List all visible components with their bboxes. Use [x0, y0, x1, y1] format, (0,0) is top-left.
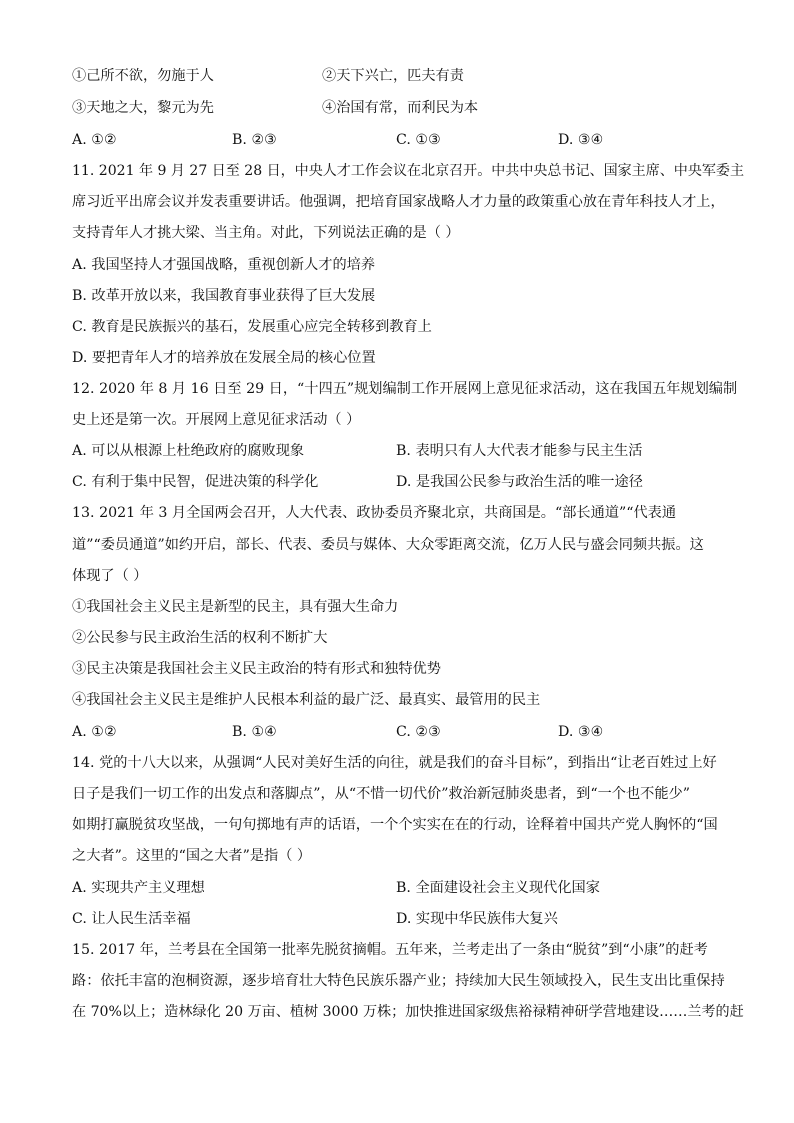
q11-option-c: C. 教育是民族振兴的基石，发展重心应完全转移到教育上 — [72, 319, 432, 335]
q13-statement-2: ②公民参与民主政治生活的权利不断扩大 — [72, 630, 328, 646]
q12-stem-line-1: 12. 2020 年 8 月 16 日至 29 日，“十四五”规划编制工作开展网上意见征求活动，这在我国五年规划编制 — [72, 381, 738, 397]
q10-option-c: C. ①③ — [396, 132, 441, 148]
q10-option-b: B. ②③ — [232, 132, 277, 148]
q13-option-b: B. ①④ — [232, 724, 277, 740]
q14-option-b: B. 全面建设社会主义现代化国家 — [396, 880, 600, 896]
q13-option-c: C. ②③ — [396, 724, 441, 740]
q13-statement-1: ①我国社会主义民主是新型的民主，具有强大生命力 — [72, 599, 399, 615]
q14-stem-line-2: 日子是我们一切工作的出发点和落脚点”，从“不惜一切代价”救治新冠肺炎患者，到“一个也不能少” — [72, 786, 690, 802]
q13-option-a: A. ①② — [72, 724, 117, 740]
q10-statement-2: ②天下兴亡，匹夫有责 — [322, 68, 464, 84]
q10-statement-1: ①己所不欲，勿施于人 — [72, 68, 214, 84]
q11-stem-line-2: 席习近平出席会议并发表重要讲话。他强调，把培育国家战略人才力量的政策重心放在青年科技人才上， — [72, 194, 725, 210]
q14-stem-line-1: 14. 党的十八大以来，从强调“人民对美好生活的向往，就是我们的奋斗目标”，到指出“让老百姓过上好 — [72, 755, 717, 771]
q13-stem-line-3: 体现了（ ） — [72, 568, 148, 584]
q12-stem-line-2: 史上还是第一次。开展网上意见征求活动（ ） — [72, 412, 361, 428]
q10-option-a: A. ①② — [72, 132, 117, 148]
q13-statement-3: ③民主决策是我国社会主义民主政治的特有形式和独特优势 — [72, 661, 441, 677]
q15-stem-line-2: 路：依托丰富的泡桐资源，逐步培育壮大特色民族乐器产业；持续加大民生领域投入，民生支出比重保持 — [72, 973, 725, 989]
q14-stem-line-3: 如期打赢脱贫攻坚战，一句句掷地有声的话语，一个个实实在在的行动，诠释着中国共产党人胸怀的“国 — [72, 817, 718, 833]
q15-stem-line-1: 15. 2017 年，兰考县在全国第一批率先脱贫摘帽。五年来，兰考走出了一条由“脱贫”到“小康”的赶考 — [72, 942, 708, 958]
q11-option-b: B. 改革开放以来，我国教育事业获得了巨大发展 — [72, 288, 376, 304]
q12-option-d: D. 是我国公民参与政治生活的唯一途径 — [396, 474, 643, 490]
q12-option-b: B. 表明只有人大代表才能参与民主生活 — [396, 443, 643, 459]
q10-statement-4: ④治国有常，而利民为本 — [322, 100, 479, 116]
q14-option-c: C. 让人民生活幸福 — [72, 911, 191, 927]
q10-option-d: D. ③④ — [558, 132, 604, 148]
q10-statement-3: ③天地之大，黎元为先 — [72, 100, 214, 116]
q15-stem-line-3: 在 70%以上；造林绿化 20 万亩、植树 3000 万株；加快推进国家级焦裕禄精神研学营地建设……兰考的赶 — [72, 1004, 744, 1020]
q13-stem-line-1: 13. 2021 年 3 月全国两会召开，人大代表、政协委员齐聚北京，共商国是。“部长通道”“代表通 — [72, 505, 677, 521]
q14-stem-line-4: 之大者”。这里的“国之大者”是指（ ） — [72, 848, 312, 864]
q11-option-d: D. 要把青年人才的培养放在发展全局的核心位置 — [72, 350, 376, 366]
q12-option-a: A. 可以从根源上杜绝政府的腐败现象 — [72, 443, 305, 459]
q13-statement-4: ④我国社会主义民主是维护人民根本利益的最广泛、最真实、最管用的民主 — [72, 692, 541, 708]
q13-option-d: D. ③④ — [558, 724, 604, 740]
q14-option-a: A. 实现共产主义理想 — [72, 880, 205, 896]
q11-stem-line-1: 11. 2021 年 9 月 27 日至 28 日，中央人才工作会议在北京召开。中共中央总书记、国家主席、中央军委主 — [72, 163, 745, 179]
q12-option-c: C. 有利于集中民智，促进决策的科学化 — [72, 474, 319, 490]
q11-option-a: A. 我国坚持人才强国战略，重视创新人才的培养 — [72, 257, 376, 273]
q13-stem-line-2: 道”“委员通道”如约开启，部长、代表、委员与媒体、大众零距离交流，亿万人民与盛会同频共振。这 — [72, 537, 704, 553]
q11-stem-line-3: 支持青年人才挑大梁、当主角。对此，下列说法正确的是（ ） — [72, 225, 460, 241]
q14-option-d: D. 实现中华民族伟大复兴 — [396, 911, 558, 927]
